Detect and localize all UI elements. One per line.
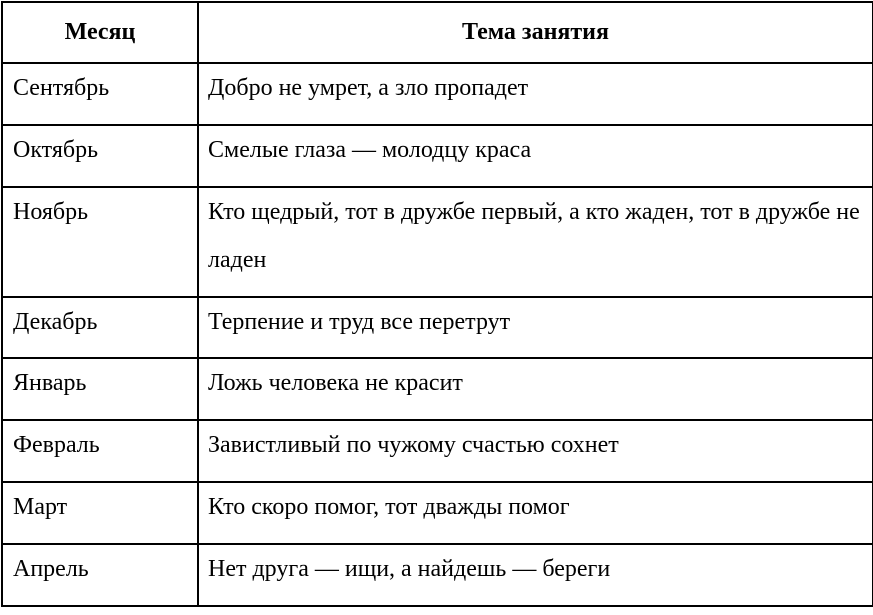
month-text: Апрель	[13, 556, 89, 582]
month-text: Март	[13, 494, 68, 520]
month-text: Январь	[13, 370, 87, 396]
month-text: Февраль	[13, 432, 100, 458]
month-text: Декабрь	[13, 309, 98, 335]
schedule-table	[1, 1, 873, 607]
topic-cell	[198, 187, 873, 297]
topic-text: Кто щедрый, тот в дружбе первый, а кто жаден, тот в дружбе не ладен	[208, 199, 860, 273]
column-header-month: Месяц	[2, 2, 198, 63]
topic-text: Кто скоро помог, тот дважды помог	[208, 494, 570, 520]
month-text: Сентябрь	[13, 75, 110, 101]
month-text: Ноябрь	[13, 199, 89, 225]
table-row	[2, 187, 873, 297]
topic-cell	[198, 544, 873, 606]
month-cell	[2, 187, 198, 297]
column-header-topic: Тема занятия	[198, 2, 873, 63]
topic-text: Ложь человека не красит	[208, 370, 463, 396]
topic-text: Нет друга — ищи, а найдешь — береги	[208, 556, 611, 582]
topic-text: Смелые глаза — молодцу краса	[208, 137, 532, 163]
month-cell	[2, 544, 198, 606]
month-text: Октябрь	[13, 137, 99, 163]
topic-text: Добро не умрет, а зло пропадет	[208, 75, 529, 101]
table-row	[2, 544, 873, 606]
topic-text: Терпение и труд все перетрут	[208, 309, 511, 335]
topic-text: Завистливый по чужому счастью сохнет	[208, 432, 619, 458]
